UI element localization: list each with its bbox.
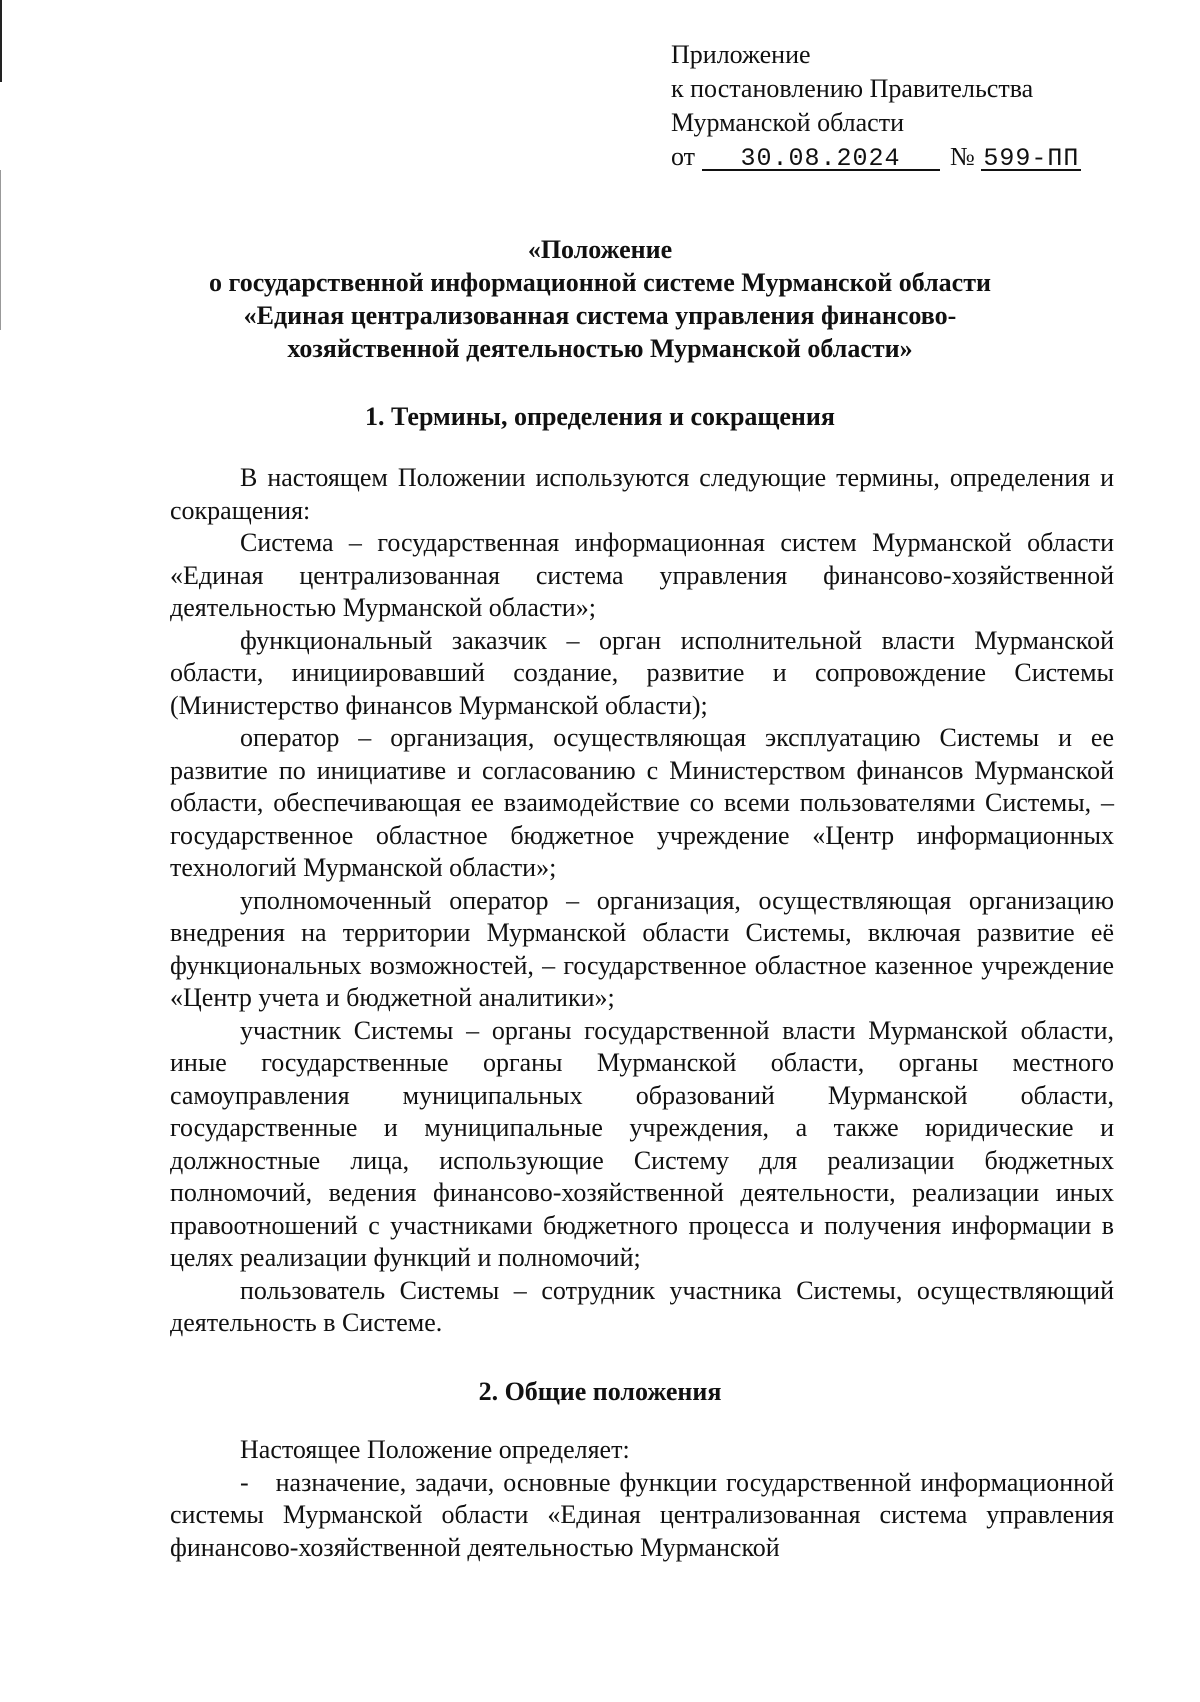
section-1-body [170,462,1114,1340]
paragraph-intro: В настоящем Положении используются следующие термины, определения и сокращения: [170,463,1114,525]
decree-number: 599-ПП [983,144,1080,173]
paragraph-term-operator: оператор – организация, осуществляющая эксплуатацию Системы и ее развитие по инициативе и согласованию с Министерством финансов Мурманской области, обеспечивающая ее взаимодействие со всеми пользователями Системы, – государственное областное бюджетное учреждение «Центр информационных технологий Мурманской области»; [170,723,1114,882]
paragraph-section-2-intro: Настоящее Положение определяет: [240,1435,630,1464]
section-1-heading: 1. Термины, определения и сокращения [365,402,835,431]
approval-line-3: Мурманской области [671,108,904,137]
title-line-1: «Положение [527,235,673,264]
approval-line-1: Приложение [671,40,811,69]
title-line-4: хозяйственной деятельностью Мурманской области» [287,334,913,363]
paragraph-term-system: Система – государственная информационная систем Мурманской области «Единая централизованная система управления финансово-хозяйственной деятельностью Мурманской области»; [170,528,1114,622]
document-title [0,233,1200,365]
paragraph-term-user: пользователь Системы – сотрудник участника Системы, осуществляющий деятельность в Системе. [170,1275,1114,1337]
decree-date: 30.08.2024 [740,144,901,173]
number-field [981,140,1081,171]
scan-edge-line-top [0,0,2,82]
date-prefix: от [671,142,696,171]
list-item-purpose: - назначение, задачи, основные функции государственной информационной системы Мурманской области «Единая централизованная система управления финансово-хозяйственной деятельностью Мурманской [170,1467,1114,1562]
title-line-2: о государственной информационной системе Мурманской области [209,268,991,297]
paragraph-term-participant: участник Системы – органы государственной власти Мурманской области, иные государственные органы Мурманской области, органы местного самоуправления муниципальных образований Мурманской области, государственные и муниципальные учреждения, а также юридические и должностные лица, использующие Систему для реализации бюджетных полномочий, ведения финансово-хозяйственной деятельности, реализации иных правоотношений с участниками бюджетного процесса и получения информации в целях реализации функций и полномочий; [170,1015,1114,1272]
section-2-body [170,1434,1114,1564]
approval-block [671,38,1081,174]
approval-date-line [671,140,1081,174]
number-prefix: № [950,142,975,171]
date-field [702,140,940,171]
paragraph-term-authorized-operator: уполномоченный оператор – организация, осуществляющая организацию внедрения на территории Мурманской области Системы, включая развитие её функциональных возможностей, – государственное областное казенное учреждение «Центр учета и бюджетной аналитики»; [170,885,1114,1012]
paragraph-term-functional-customer: функциональный заказчик – орган исполнительной власти Мурманской области, инициировавший создание, развитие и сопровождение Системы (Министерство финансов Мурманской области); [170,625,1114,720]
approval-line-2: к постановлению Правительства [671,74,1034,103]
title-line-3: «Единая централизованная система управления финансово- [243,301,957,330]
section-2-heading: 2. Общие положения [478,1377,722,1406]
